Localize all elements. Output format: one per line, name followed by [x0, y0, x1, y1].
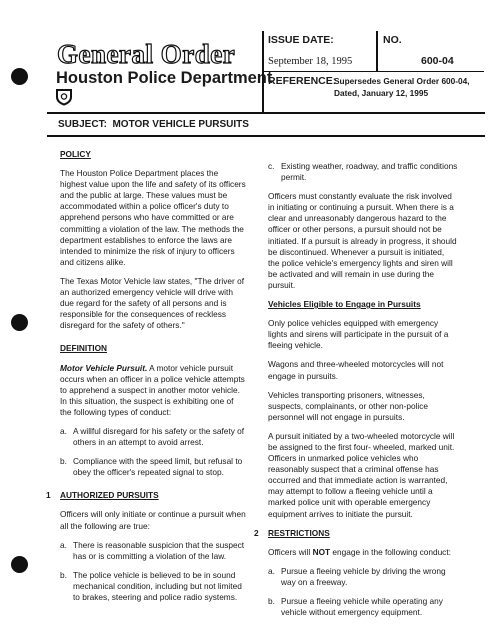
section-heading-authorized-pursuits — [46, 490, 246, 501]
list-text: The police vehicle is believed to be in sound mechanical condition, including but not limited to brakes, steering and police radio systems. — [73, 569, 242, 602]
order-number: 600-04 — [421, 55, 454, 67]
intro-text: Officers will — [268, 546, 313, 557]
binder-hole — [11, 556, 28, 573]
list-text: A willful disregard for his safety or the safety of others in an attempt to avoid arrest. — [73, 425, 245, 448]
list-letter: a. — [268, 565, 275, 576]
list-letter: b. — [60, 456, 67, 467]
department-name: Houston Police Department — [56, 69, 273, 87]
section-title: AUTHORIZED PURSUITS — [60, 490, 159, 501]
list-item — [268, 596, 458, 618]
reference-line: Dated, January 12, 1995 — [334, 87, 429, 98]
body-paragraph: A pursuit initiated by a two-wheeled motorcycle will be assigned to the first four- wheeled, marked unit. Officers in unmarked police vehicles who reasonably suspect that a criminal offense has occurred and that immediate action is warranted, may attempt to follow a fleeing vehicle until a marked police unit with operable emergency equipment arrives to initiate the pursuit. — [268, 430, 455, 519]
list-item — [60, 426, 246, 448]
subject-text: MOTOR VEHICLE PURSUITS — [112, 119, 249, 130]
header-divider-horizontal — [262, 71, 484, 72]
definition-heading: DEFINITION — [60, 343, 108, 354]
list-letter: a. — [60, 425, 67, 436]
section-heading-restrictions — [254, 527, 458, 539]
right-column — [254, 161, 458, 626]
issue-date: September 18, 1995 — [268, 56, 353, 67]
list-text: Pursue a fleeing vehicle while operating any vehicle without emergency equipment. — [281, 596, 443, 618]
list-item — [268, 161, 458, 183]
header-divider-vertical — [376, 31, 378, 71]
subject-label: SUBJECT: — [58, 119, 107, 130]
policy-heading: POLICY — [60, 149, 91, 159]
list-text: Compliance with the speed limit, but refusal to obey the officer's repeated signal to stop. — [73, 456, 243, 478]
intro-emphasis: NOT — [312, 546, 331, 557]
list-letter: a. — [60, 539, 67, 550]
body-paragraph: Wagons and three-wheeled motorcycles will not engage in pursuits. — [268, 359, 444, 381]
list-text: Pursue a fleeing vehicle by driving the wrong way on a freeway. — [281, 565, 446, 587]
reference-label: REFERENCE: — [268, 75, 337, 87]
vehicles-eligible-heading: Vehicles Eligible to Engage in Pursuits — [268, 299, 421, 310]
body-paragraph: Officers must constantly evaluate the risk involved in initiating or continuing a pursuit. When there is a clear and unreasonably dangerous hazard to the officer or other persons, a pursuit should not be initiated. If a pursuit is already in progress, it should be discontinued. Whenever a pursuit is initiated, the police vehicle's emergency lights and siren will be activated and will remain in use during the pursuit. — [268, 191, 457, 290]
police-badge-icon — [55, 88, 73, 111]
binder-hole — [11, 314, 28, 331]
list-letter: b. — [60, 569, 67, 580]
section-number: 2 — [254, 527, 259, 538]
section-intro — [268, 547, 458, 558]
list-letter: b. — [268, 596, 275, 606]
definition-term: Motor Vehicle Pursuit. — [60, 362, 148, 373]
subject-line — [58, 120, 249, 130]
reference-line: Supersedes General Order 600-04, — [334, 76, 470, 86]
left-column — [46, 149, 246, 611]
list-item — [60, 540, 246, 562]
section-intro: Officers will only initiate or continue a pursuit when all the following are true: — [60, 509, 246, 531]
intro-text: engage in the following conduct: — [330, 546, 451, 557]
list-text: Existing weather, roadway, and traffic conditions permit. — [281, 161, 458, 183]
definition-paragraph — [60, 363, 246, 418]
policy-paragraph: The Texas Motor Vehicle law states, "The driver of an authorized emergency vehicle will drive with due regard for the safety of all persons and is responsible for the consequences of reckless disregard for the safety of others." — [60, 275, 245, 331]
definition-text: A motor vehicle pursuit occurs when an officer in a police vehicle attempts to apprehend a suspect in another motor vehicle. In this situation, the suspect is exhibiting one of the following types of conduct: — [60, 362, 245, 417]
body-paragraph: Only police vehicles equipped with emergency lights and sirens will participate in the pursuit of a fleeing vehicle. — [268, 318, 449, 351]
policy-paragraph: The Houston Police Department places the highest value upon the life and safety of its officers and the public at large. These values must be accommodated within a police officer's duty to apprehend persons who have committed or are committing a violation of the law. The methods the department establishes to enforce the laws are intended to minimize the risk of injury to officers and citizens alike. — [60, 168, 246, 267]
list-text: There is reasonable suspicion that the suspect has or is committing a violation of the law. — [73, 539, 245, 561]
section-number: 1 — [46, 490, 51, 501]
issue-date-label: ISSUE DATE: — [268, 34, 334, 46]
list-letter: c. — [268, 161, 275, 171]
body-paragraph: Vehicles transporting prisoners, witnesses, suspects, complainants, or other non-police personnel will not engage in pursuits. — [268, 389, 429, 422]
number-label: NO. — [383, 34, 402, 46]
header-bottom-rule — [47, 112, 485, 114]
list-item — [60, 456, 246, 478]
list-item — [268, 566, 458, 588]
subject-rule — [47, 135, 485, 137]
section-title: RESTRICTIONS — [268, 527, 330, 538]
reference-text — [334, 76, 470, 99]
binder-hole — [11, 68, 28, 85]
document-type-title: General Order — [57, 39, 236, 69]
list-item — [60, 570, 246, 603]
